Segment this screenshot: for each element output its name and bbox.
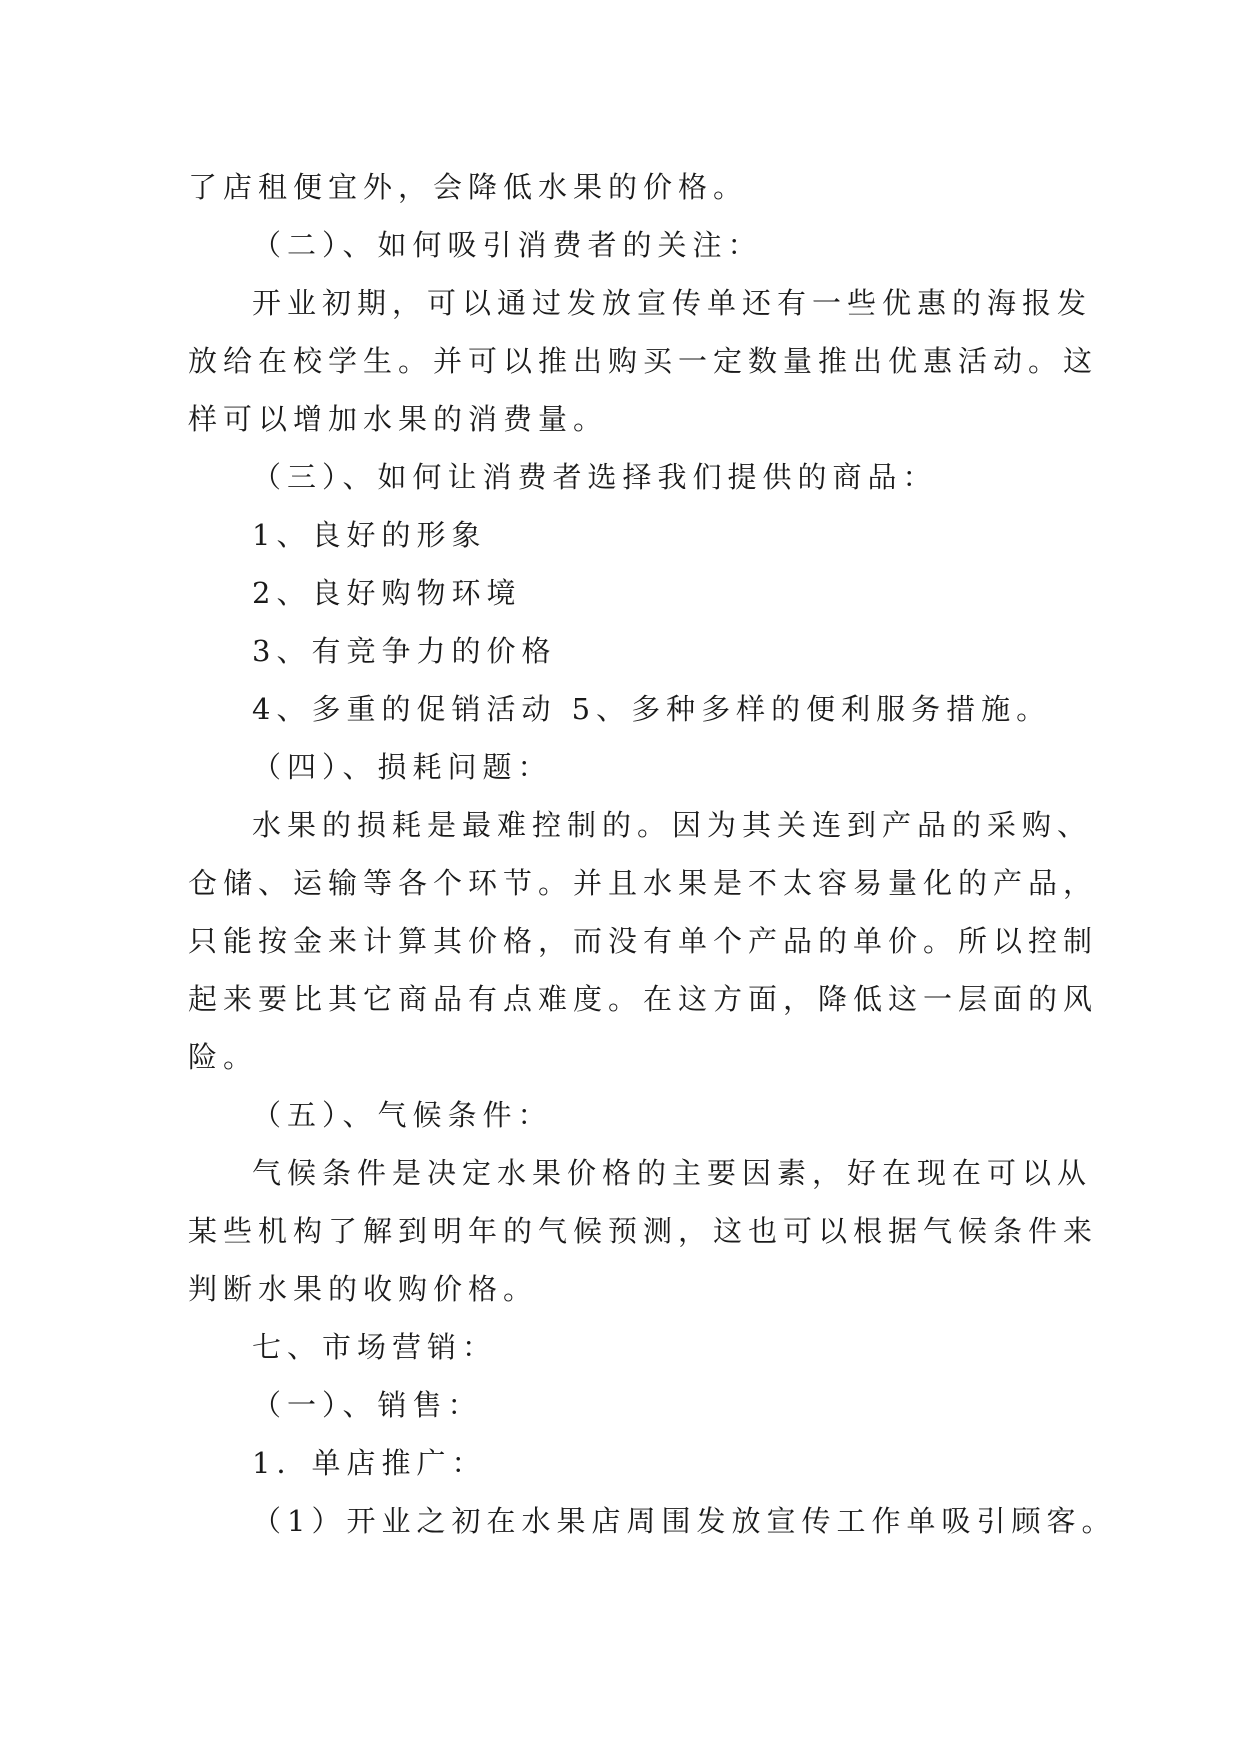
section-heading: （五）、气候条件： — [252, 1098, 553, 1132]
list-item: 4、多重的促销活动 5、多种多样的便利服务措施。 — [252, 692, 1052, 726]
paragraph-line: 放给在校学生。并可以推出购买一定数量推出优惠活动。这 — [188, 344, 1099, 378]
section-heading: 七、市场营销： — [252, 1330, 498, 1364]
paragraph-line: 开业初期，可以通过发放宣传单还有一些优惠的海报发 — [252, 286, 1093, 320]
list-item: 3、有竞争力的价格 — [252, 634, 557, 668]
subsection-heading: 1．单店推广： — [252, 1446, 487, 1480]
paragraph-line: 某些机构了解到明年的气候预测，这也可以根据气候条件来 — [188, 1214, 1099, 1248]
paragraph-line: 只能按金来计算其价格，而没有单个产品的单价。所以控制 — [188, 924, 1099, 958]
paragraph-line: 水果的损耗是最难控制的。因为其关连到产品的采购、 — [252, 808, 1093, 842]
paragraph-line: 气候条件是决定水果价格的主要因素，好在现在可以从 — [252, 1156, 1093, 1190]
paragraph-line: 了店租便宜外，会降低水果的价格。 — [188, 170, 749, 204]
paragraph-line: 险。 — [188, 1040, 259, 1074]
document-body — [188, 158, 1117, 1550]
list-item: 1、良好的形象 — [252, 518, 487, 552]
paragraph-line: 仓储、运输等各个环节。并且水果是不太容易量化的产品， — [188, 866, 1099, 900]
list-item: 2、良好购物环境 — [252, 576, 522, 610]
section-heading: （二）、如何吸引消费者的关注： — [252, 228, 763, 262]
section-heading: （四）、损耗问题： — [252, 750, 553, 784]
paragraph-line: 样可以增加水果的消费量。 — [188, 402, 609, 436]
paragraph-line: （1）开业之初在水果店周围发放宣传工作单吸引顾客。 — [252, 1504, 1117, 1538]
section-heading: （三）、如何让消费者选择我们提供的商品： — [252, 460, 938, 494]
paragraph-line: 起来要比其它商品有点难度。在这方面，降低这一层面的风 — [188, 982, 1099, 1016]
paragraph-line: 判断水果的收购价格。 — [188, 1272, 539, 1306]
subsection-heading: （一）、销售： — [252, 1388, 483, 1422]
